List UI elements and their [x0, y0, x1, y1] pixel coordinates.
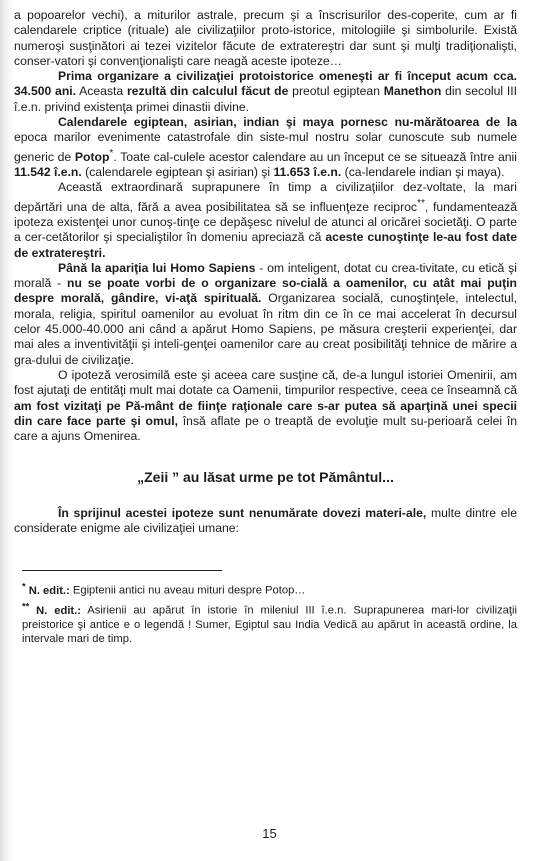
- text-span: însă aflate pe o treaptă de evoluţie mult su-perioară celei în care a ajuns Omenirea.: [14, 413, 518, 444]
- text-span: (calendarele egiptean şi asirian) şi: [81, 165, 274, 180]
- text-span: multe dintre ele considerate enigme ale civilizaţiei umane:: [14, 505, 517, 536]
- footnote-2: [22, 599, 517, 646]
- footnotes: [14, 579, 517, 646]
- bold-span: Potop: [74, 149, 110, 164]
- paragraph-1: a popoarelor vechi), a miturilor astrale, precum şi a înscrisurilor des-coperite, cum ar fi calendarele criptice (rituale) ale civilizaţiilor proto-istorice, mitologiile şi simbolurile. Există numeroşi susţinători ai tezei vizitelor făcute de extratereştri dar sunt şi mulţi tradiţionalişti, conser-vatori şi convenţionalişti care neagă aceste ipoteze…: [14, 8, 517, 68]
- text-span: . Toate cal-culele acestor calendare au un început ce se situează între anii: [113, 149, 517, 164]
- paragraph-6: [14, 368, 517, 444]
- footnote-text: Egiptenii antici nu aveau mituri despre Potop…: [69, 585, 306, 598]
- paragraph-2: [14, 69, 517, 115]
- text-span: preotul egiptean: [288, 84, 384, 99]
- paragraph-5: [14, 261, 517, 368]
- text-span: Această extraordinară suprapunere în timp a civilizaţiilor dez-voltate, la mari depărtări una de alta, fără a avea posibilitatea să se influenţeze reciproc: [14, 180, 517, 214]
- bold-span: rezultă din calculul făcut de: [126, 84, 289, 99]
- paragraph-3: [14, 115, 517, 180]
- footnote-label: N. edit.:: [36, 605, 81, 617]
- bold-span: Calendarele egiptean, asirian, indian şi maya pornesc nu-mărătoarea de la: [58, 115, 517, 130]
- page-number: 15: [262, 826, 277, 841]
- footnote-label: N. edit.:: [28, 585, 70, 598]
- main-text: [14, 8, 517, 536]
- section-heading: „Zeii ” au lăsat urme pe tot Pământul...: [137, 469, 394, 486]
- bold-span: Manethon: [383, 84, 442, 99]
- text-span: Organizarea socială, cunoştinţele, intelectul, morala, religia, spiritul oamenilor au evoluat în ritm din ce în ce mai accelerat în decursul celor 45.000-40.000 ani când a apărut Homo Sapiens, pe măsura creşterii experienţei, dar mai ales a inventivităţii şi inteli-genţei oamenilor care au creat posibilităţi tehnice de mărire a gra-dului de civilizaţie.: [14, 291, 517, 367]
- text-span: , fundamentează ipoteza existenţei unor cunoş-tinţe ce depăşesc nivelul de atunci al oricărei societăţi. O parte a cer-cetătorilor şi specialiştilor în domeniu apreciază că: [14, 199, 517, 245]
- text-span: din secolul III î.e.n. privind existenţa primei dinastii divine.: [14, 84, 518, 114]
- bold-span: În sprijinul acestei ipoteze sunt nenumărate dovezi materi-ale,: [58, 505, 427, 520]
- text-span: epoca marilor evenimente catastrofale din siste-mul nostru solar cunoscute sub numele generic de: [14, 130, 517, 164]
- text-span: (ca-lendarele indian şi maya).: [341, 165, 505, 180]
- bold-span: aceste cunoştinţe le-au fost date de extratereştri.: [14, 230, 517, 260]
- footnote-mark: **: [22, 601, 30, 612]
- bold-span: Până la apariţia lui Homo Sapiens: [58, 260, 256, 275]
- text-span: O ipoteză verosimilă este şi aceea care susţine că, de-a lungul istoriei Omenirii, am fost ajutaţi de entităţi mult mai dotate ca Oamenii, timpurilor respective, ceea ce înseamnă că: [14, 367, 517, 398]
- footnote-1: [22, 579, 517, 598]
- footnote-mark: *: [22, 581, 26, 592]
- bold-span: nu se poate vorbi de o organizare so-cială a oamenilor, cu atât mai puţin despre morală, gândire, vi-aţă spirituală.: [14, 276, 517, 306]
- bold-span: am fost vizitaţi pe Pă-mânt de fiinţe raţionale care s-ar putea să aparţină unei specii din care face parte şi omul,: [14, 398, 517, 428]
- bold-span: 11.542 î.e.n.: [14, 165, 82, 180]
- paragraph-4: [14, 180, 517, 261]
- text-span: - om inteligent, dotat cu crea-tivitate, cu etică şi morală -: [14, 260, 517, 291]
- footnote-ref: **: [417, 197, 425, 209]
- footnote-ref: *: [109, 147, 114, 159]
- bold-span: Prima organizare a civilizaţiei protoistorice omeneşti ar fi început acum cca. 34.500 ani.: [14, 69, 517, 99]
- paragraph-7: [14, 506, 517, 537]
- footnote-divider: [22, 570, 222, 571]
- footnote-text: Asirienii au apărut în istorie în mileniul III î.e.n. Suprapunerea mari-lor civilizaţii preistorice şi antice e o legendă ! Sumer, Egiptul sau India Vedică au apărut în această ordine, la intervale mari de timp.: [22, 605, 517, 646]
- bold-span: 11.653 î.e.n.: [273, 165, 342, 180]
- text-span: Aceasta: [76, 84, 127, 99]
